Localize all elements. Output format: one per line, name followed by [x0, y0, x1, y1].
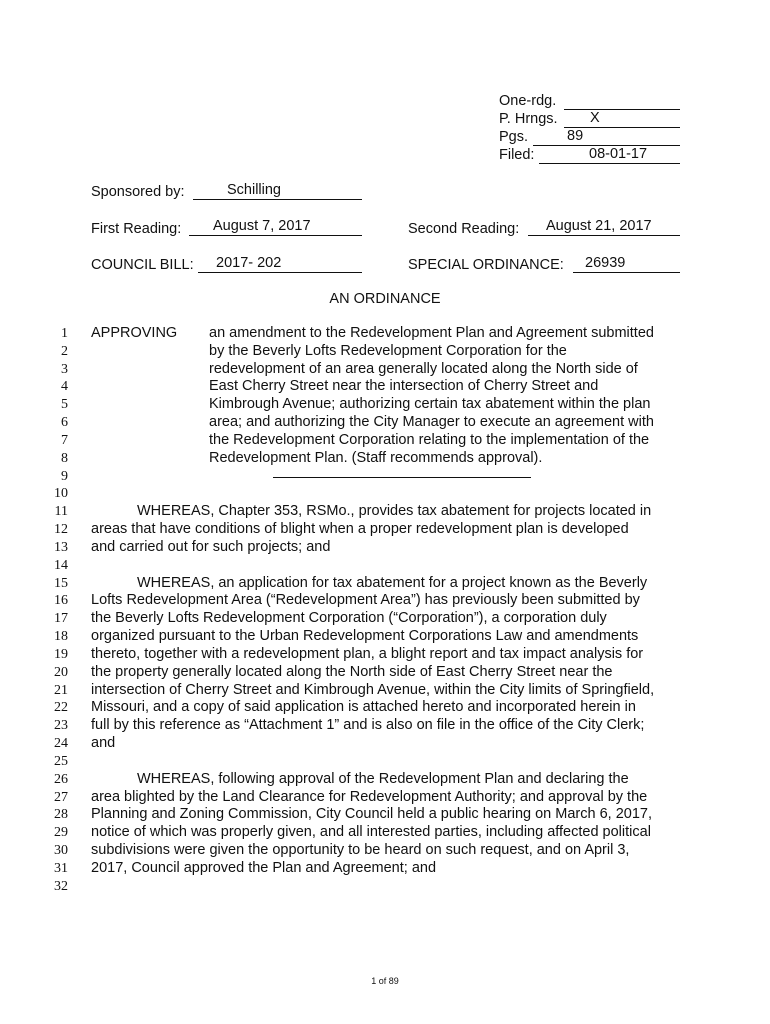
- line-number: 21: [54, 683, 68, 698]
- line-number: 8: [61, 451, 68, 466]
- body-line: the property generally located along the North side of East Cherry Street near the: [91, 664, 613, 680]
- line-number: 25: [54, 754, 68, 769]
- body-line: and: [91, 735, 116, 751]
- line-number: 13: [54, 540, 68, 555]
- second-reading-field: August 21, 2017: [528, 218, 680, 236]
- line-number: 26: [54, 772, 68, 787]
- first-reading-label: First Reading:: [91, 221, 182, 237]
- p-hrngs-label: P. Hrngs.: [499, 111, 558, 127]
- body-line: areas that have conditions of blight when a proper redevelopment plan is developed: [91, 521, 629, 537]
- approving-line: the Redevelopment Corporation relating to the implementation of the: [209, 432, 650, 448]
- pgs-field: 89: [533, 128, 680, 146]
- body-line: full by this reference as “Attachment 1” and is also on file in the office of the City Clerk;: [91, 717, 645, 733]
- line-number: 7: [61, 433, 68, 448]
- body-line: area blighted by the Land Clearance for Redevelopment Authority; and approval by the: [91, 789, 648, 805]
- line-number: 27: [54, 790, 68, 805]
- line-number: 6: [61, 415, 68, 430]
- body-line: WHEREAS, following approval of the Redevelopment Plan and declaring the: [137, 771, 629, 787]
- body-line: subdivisions were given the opportunity to be heard on such request, and on April 3,: [91, 842, 630, 858]
- body-line: WHEREAS, an application for tax abatement for a project known as the Beverly: [137, 575, 648, 591]
- separator-line: [273, 477, 531, 478]
- approving-line: East Cherry Street near the intersection of Cherry Street and: [209, 378, 599, 394]
- approving-line: area; and authorizing the City Manager to execute an agreement with: [209, 414, 654, 430]
- line-number: 4: [61, 379, 68, 394]
- approving-line: Kimbrough Avenue; authorizing certain tax abatement within the plan: [209, 396, 651, 412]
- body-line: organized pursuant to the Urban Redevelopment Corporations Law and amendments: [91, 628, 639, 644]
- p-hrngs-field: X: [564, 110, 680, 128]
- line-number: 30: [54, 843, 68, 858]
- body-line: the Beverly Lofts Redevelopment Corporation (“Corporation”), a corporation duly: [91, 610, 607, 626]
- sponsored-label: Sponsored by:: [91, 184, 185, 200]
- line-number: 18: [54, 629, 68, 644]
- council-bill-label: COUNCIL BILL:: [91, 257, 194, 273]
- body-line: Missouri, and a copy of said application is attached hereto and incorporated herein in: [91, 699, 636, 715]
- ordinance-title: AN ORDINANCE: [329, 291, 441, 307]
- line-number: 10: [54, 486, 68, 501]
- council-bill-field: 2017- 202: [198, 255, 362, 273]
- one-rdg-field: [564, 92, 680, 110]
- line-number: 15: [54, 576, 68, 591]
- approving-line: redevelopment of an area generally located along the North side of: [209, 361, 638, 377]
- first-reading-field: August 7, 2017: [189, 218, 362, 236]
- special-ordinance-label: SPECIAL ORDINANCE:: [408, 257, 564, 273]
- sponsored-field: Schilling: [193, 182, 362, 200]
- line-number: 5: [61, 397, 68, 412]
- line-number: 14: [54, 558, 68, 573]
- body-line: intersection of Cherry Street and Kimbrough Avenue, within the City limits of Springfield,: [91, 682, 655, 698]
- line-number: 22: [54, 700, 68, 715]
- second-reading-label: Second Reading:: [408, 221, 520, 237]
- line-number: 3: [61, 362, 68, 377]
- body-line: Planning and Zoning Commission, City Council held a public hearing on March 6, 2017,: [91, 806, 652, 822]
- line-number: 1: [61, 326, 68, 341]
- body-line: Lofts Redevelopment Area (“Redevelopment Area”) has previously been submitted by: [91, 592, 640, 608]
- line-number: 32: [54, 879, 68, 894]
- body-line: thereto, together with a redevelopment plan, a blight report and tax impact analysis for: [91, 646, 644, 662]
- line-number: 2: [61, 344, 68, 359]
- page-footer: 1 of 89: [371, 976, 399, 986]
- filed-label: Filed:: [499, 147, 535, 163]
- approving-line: an amendment to the Redevelopment Plan and Agreement submitted: [209, 325, 654, 341]
- special-ordinance-field: 26939: [573, 255, 680, 273]
- approving-line: Redevelopment Plan. (Staff recommends approval).: [209, 450, 543, 466]
- line-number: 11: [54, 504, 68, 519]
- body-line: 2017, Council approved the Plan and Agreement; and: [91, 860, 437, 876]
- line-number: 16: [54, 593, 68, 608]
- line-number: 24: [54, 736, 68, 751]
- line-number: 17: [54, 611, 68, 626]
- line-number: 12: [54, 522, 68, 537]
- line-number: 28: [54, 807, 68, 822]
- approving-line: by the Beverly Lofts Redevelopment Corporation for the: [209, 343, 567, 359]
- approving-label: APPROVING: [91, 325, 178, 341]
- line-number: 9: [61, 469, 68, 484]
- body-line: notice of which was properly given, and all interested parties, including affected political: [91, 824, 651, 840]
- line-number: 23: [54, 718, 68, 733]
- filed-field: 08-01-17: [539, 146, 680, 164]
- line-number: 20: [54, 665, 68, 680]
- one-rdg-label: One-rdg.: [499, 93, 557, 109]
- line-number: 19: [54, 647, 68, 662]
- pgs-label: Pgs.: [499, 129, 529, 145]
- body-line: and carried out for such projects; and: [91, 539, 331, 555]
- line-number: 29: [54, 825, 68, 840]
- body-line: WHEREAS, Chapter 353, RSMo., provides tax abatement for projects located in: [137, 503, 652, 519]
- line-number: 31: [54, 861, 68, 876]
